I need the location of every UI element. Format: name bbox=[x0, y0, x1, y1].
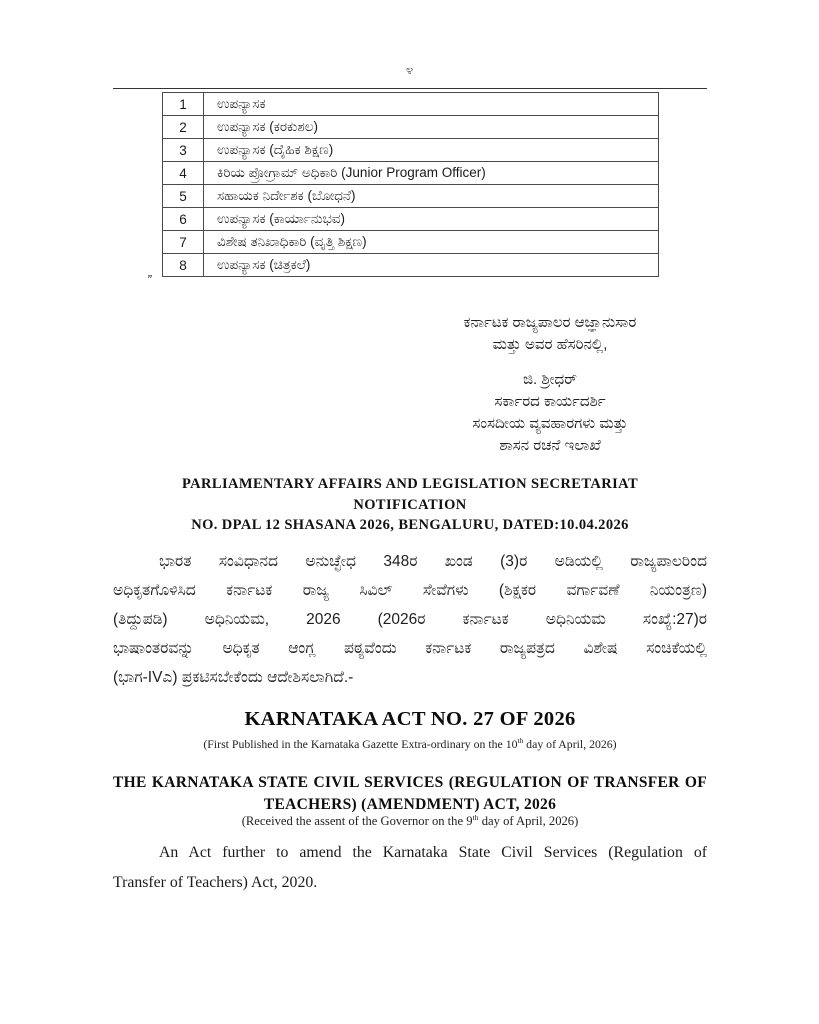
signatory-designation: ಸರ್ಕಾರದ ಕಾರ್ಯದರ್ಶಿ bbox=[494, 393, 606, 410]
header-rule bbox=[113, 88, 707, 89]
act-preamble bbox=[113, 838, 707, 898]
signature-block bbox=[405, 312, 695, 457]
post-list-table bbox=[162, 92, 659, 277]
table-row bbox=[163, 116, 659, 139]
page-number: ೪ bbox=[405, 62, 414, 77]
row-number: 7 bbox=[163, 231, 204, 254]
signatory-department: ಶಾಸನ ರಚನೆ ಇಲಾಖೆ bbox=[499, 437, 601, 454]
order-paragraph-line: (ತಿದ್ದುಪಡಿ) ಅಧಿನಿಯಮ, 2026 (2026ರ ಕರ್ನಾಟಕ ಅಧಿನಿಯಮ ಸಂಖ್ಯೆ:27)ರ bbox=[113, 611, 707, 628]
ordinal-superscript: th bbox=[472, 812, 479, 822]
preamble-line: An Act further to amend the Karnataka State Civil Services (Regulation of bbox=[159, 844, 707, 861]
row-number: 4 bbox=[163, 162, 204, 185]
assent-note bbox=[113, 814, 707, 829]
table-row bbox=[163, 208, 659, 231]
preamble-line: Transfer of Teachers) Act, 2020. bbox=[113, 874, 318, 891]
first-published-text: (First Published in the Karnataka Gazette Extra-ordinary on the 10 bbox=[203, 737, 518, 751]
notification-title: NOTIFICATION bbox=[353, 496, 467, 513]
post-name: ಕಿರಿಯ ಪ್ರೋಗ್ರಾಮ್ ಅಧಿಕಾರಿ (Junior Program Officer) bbox=[204, 162, 659, 185]
post-name: ಸಹಾಯಕ ನಿರ್ದೇಶಕ (ಬೋಧನೆ) bbox=[204, 185, 659, 208]
act-title-line: THE KARNATAKA STATE CIVIL SERVICES (REGULATION OF TRANSFER OF bbox=[113, 774, 707, 791]
post-name: ಉಪನ್ಯಾಸಕ (ದೈಹಿಕ ಶಿಕ್ಷಣ) bbox=[204, 139, 659, 162]
post-name: ವಿಶೇಷ ತನಿಖಾಧಿಕಾರಿ (ವೃತ್ತಿ ಶಿಕ್ಷಣ) bbox=[204, 231, 659, 254]
first-published-text: day of April, 2026) bbox=[523, 737, 617, 751]
post-name: ಉಪನ್ಯಾಸಕ (ಕಾರ್ಯಾನುಭವ) bbox=[204, 208, 659, 231]
row-number: 6 bbox=[163, 208, 204, 231]
table-row bbox=[163, 139, 659, 162]
signatory-department: ಸಂಸದೀಯ ವ್ಯವಹಾರಗಳು ಮತ್ತು bbox=[472, 415, 628, 432]
by-order-line: ಕರ್ನಾಟಕ ರಾಜ್ಯಪಾಲರ ಆಜ್ಞಾನುಸಾರ bbox=[463, 314, 637, 331]
row-number: 8 bbox=[163, 254, 204, 277]
table-row bbox=[163, 93, 659, 116]
order-paragraph-line: ಭಾರತ ಸಂವಿಧಾನದ ಅನುಚ್ಛೇಧ 348ರ ಖಂಡ (3)ರ ಅಡಿಯಲ್ಲಿ ರಾಜ್ಯಪಾಲರಿಂದ bbox=[159, 553, 707, 570]
assent-text: (Received the assent of the Governor on the 9 bbox=[241, 814, 473, 828]
by-order-line: ಮತ್ತು ಅವರ ಹೆಸರಿನಲ್ಲಿ, bbox=[492, 336, 608, 353]
table-row bbox=[163, 185, 659, 208]
table-row bbox=[163, 162, 659, 185]
ordinal-superscript: th bbox=[517, 736, 524, 746]
post-name: ಉಪನ್ಯಾಸಕ (ಚಿತ್ರಕಲೆ) bbox=[204, 254, 659, 277]
notification-reference: NO. DPAL 12 SHASANA 2026, BENGALURU, DATED:10.04.2026 bbox=[191, 517, 629, 533]
table-row bbox=[163, 231, 659, 254]
row-number: 2 bbox=[163, 116, 204, 139]
row-number: 5 bbox=[163, 185, 204, 208]
notification-heading-block bbox=[113, 474, 707, 536]
first-published-note bbox=[63, 737, 757, 752]
secretariat-heading: PARLIAMENTARY AFFAIRS AND LEGISLATION SECRETARIAT bbox=[181, 476, 639, 492]
table-row bbox=[163, 254, 659, 277]
signatory-name: ಜಿ. ಶ್ರೀಧರ್ bbox=[522, 371, 578, 388]
post-name: ಉಪನ್ಯಾಸಕ bbox=[204, 93, 659, 116]
order-paragraph-line: (ಭಾಗ-IVಎ) ಪ್ರಕಟಿಸಬೇಕೆಂದು ಆದೇಶಿಸಲಾಗಿದೆ.- bbox=[113, 669, 354, 686]
act-title-line: TEACHERS) (AMENDMENT) ACT, 2026 bbox=[263, 796, 557, 813]
act-title bbox=[113, 772, 707, 816]
act-number-heading: KARNATAKA ACT NO. 27 OF 2026 bbox=[244, 708, 576, 730]
order-paragraph bbox=[113, 547, 707, 692]
order-paragraph-line: ಅಧಿಕೃತಗೊಳಿಸಿದ ಕರ್ನಾಟಕ ರಾಜ್ಯ ಸಿವಿಲ್ ಸೇವೆಗಳು (ಶಿಕ್ಷಕರ ವರ್ಗಾವಣೆ ನಿಯಂತ್ರಣ) bbox=[113, 582, 707, 599]
row-number: 3 bbox=[163, 139, 204, 162]
row-number: 1 bbox=[163, 93, 204, 116]
order-paragraph-line: ಭಾಷಾಂತರವನ್ನು ಅಧಿಕೃತ ಆಂಗ್ಲ ಪಠ್ಯವೆಂದು ಕರ್ನಾಟಕ ರಾಜ್ಯಪತ್ರದ ವಿಶೇಷ ಸಂಚಿಕೆಯಲ್ಲಿ bbox=[113, 640, 707, 657]
closing-quote-mark: ” bbox=[147, 272, 152, 287]
assent-text: day of April, 2026) bbox=[478, 814, 579, 828]
post-name: ಉಪನ್ಯಾಸಕ (ಕರಕುಶಲ) bbox=[204, 116, 659, 139]
